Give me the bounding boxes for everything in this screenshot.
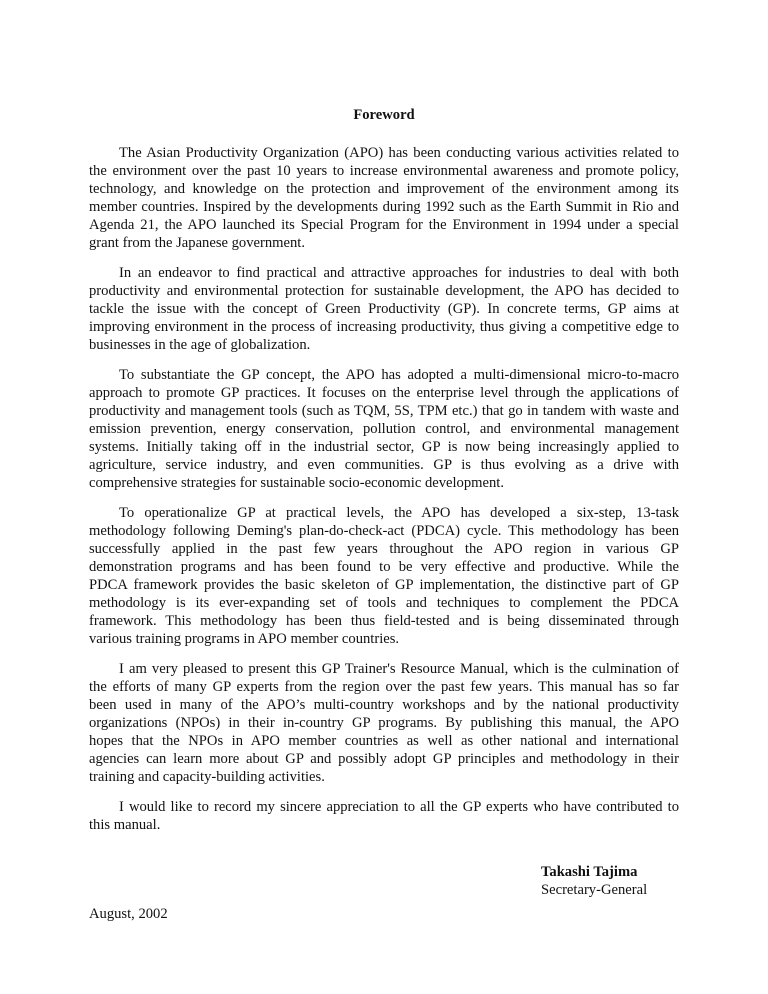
paragraph-line: the efforts of many GP experts from the region over the past few years. This manual has so far <box>89 679 679 695</box>
paragraph-line: comprehensive strategies for sustainable socio-economic development. <box>89 475 504 491</box>
paragraph-line: agriculture, service industry, and even communities. GP is thus evolving as a drive with <box>89 457 679 473</box>
paragraph-line: methodology is its ever-expanding set of tools and techniques to complement the PDCA <box>89 595 679 611</box>
paragraph-line: productivity and management tools (such as TQM, 5S, TPM etc.) that go in tandem with waste and <box>89 403 679 419</box>
paragraph-line: To substantiate the GP concept, the APO has adopted a multi-dimensional micro-to-macro <box>119 367 679 383</box>
body-text <box>89 144 679 846</box>
paragraph-line: various training programs in APO member countries. <box>89 631 400 647</box>
paragraph-line: hopes that the NPOs in APO member countries as well as other national and international <box>89 733 679 749</box>
paragraph-line: PDCA framework provides the basic skeleton of GP implementation, the distinctive part of GP <box>89 577 679 593</box>
paragraph-line: In an endeavor to find practical and attractive approaches for industries to deal with both <box>119 265 679 281</box>
paragraph-line: technology, and knowledge on the protection and improvement of the environment among its <box>89 181 679 197</box>
paragraph-line: improving environment in the process of increasing productivity, thus giving a competitive edge to <box>89 319 679 335</box>
paragraph-line: methodology following Deming's plan-do-check-act (PDCA) cycle. This methodology has been <box>89 523 679 539</box>
paragraph-line: The Asian Productivity Organization (APO) has been conducting various activities related to <box>119 145 679 161</box>
paragraph-line: approach to promote GP practices. It focuses on the enterprise level through the applications of <box>89 385 679 401</box>
paragraph-line: grant from the Japanese government. <box>89 235 305 251</box>
date: August, 2002 <box>89 906 168 922</box>
signature-block <box>541 864 647 899</box>
paragraph-line: emission prevention, energy conservation, pollution control, and environmental management <box>89 421 679 437</box>
paragraph <box>89 366 679 492</box>
paragraph-line: successfully applied in the past few years throughout the APO region in various GP <box>89 541 679 557</box>
paragraph-line: organizations (NPOs) in their in-country GP programs. By publishing this manual, the APO <box>89 715 679 731</box>
paragraph <box>89 144 679 252</box>
paragraph-line: To operationalize GP at practical levels, the APO has developed a six-step, 13-task <box>119 505 679 521</box>
paragraph-line: I am very pleased to present this GP Trainer's Resource Manual, which is the culmination of <box>119 661 679 677</box>
paragraph-line: tackle the issue with the concept of Green Productivity (GP). In concrete terms, GP aims at <box>89 301 679 317</box>
paragraph <box>89 798 679 834</box>
paragraph-line: member countries. Inspired by the developments during 1992 such as the Earth Summit in Rio and <box>89 199 679 215</box>
paragraph-line: systems. Initially taking off in the industrial sector, GP is now being increasingly applied to <box>89 439 679 455</box>
paragraph <box>89 504 679 648</box>
paragraph-line: businesses in the age of globalization. <box>89 337 311 353</box>
paragraph-line: been used in many of the APO’s multi-country workshops and by the national productivity <box>89 697 679 713</box>
paragraph-line: demonstration programs and has been found to be very effective and productive. While the <box>89 559 679 575</box>
paragraph-line: training and capacity-building activities. <box>89 769 325 785</box>
paragraph-line: the environment over the past 10 years to increase environmental awareness and promote policy, <box>89 163 679 179</box>
paragraph-line: productivity and environmental protection for sustainable development, the APO has decided to <box>89 283 679 299</box>
paragraph-line: framework. This methodology has been thus field-tested and is being disseminated through <box>89 613 679 629</box>
paragraph <box>89 264 679 354</box>
paragraph-line: I would like to record my sincere appreciation to all the GP experts who have contributed to <box>119 799 679 815</box>
page-title: Foreword <box>353 107 415 123</box>
paragraph-line: agencies can learn more about GP and possibly adopt GP principles and methodology in their <box>89 751 679 767</box>
paragraph-line: this manual. <box>89 817 161 833</box>
paragraph-line: Agenda 21, the APO launched its Special Program for the Environment in 1994 under a special <box>89 217 679 233</box>
paragraph <box>89 660 679 786</box>
signatory-role: Secretary-General <box>541 881 648 898</box>
signatory-name: Takashi Tajima <box>541 864 638 880</box>
